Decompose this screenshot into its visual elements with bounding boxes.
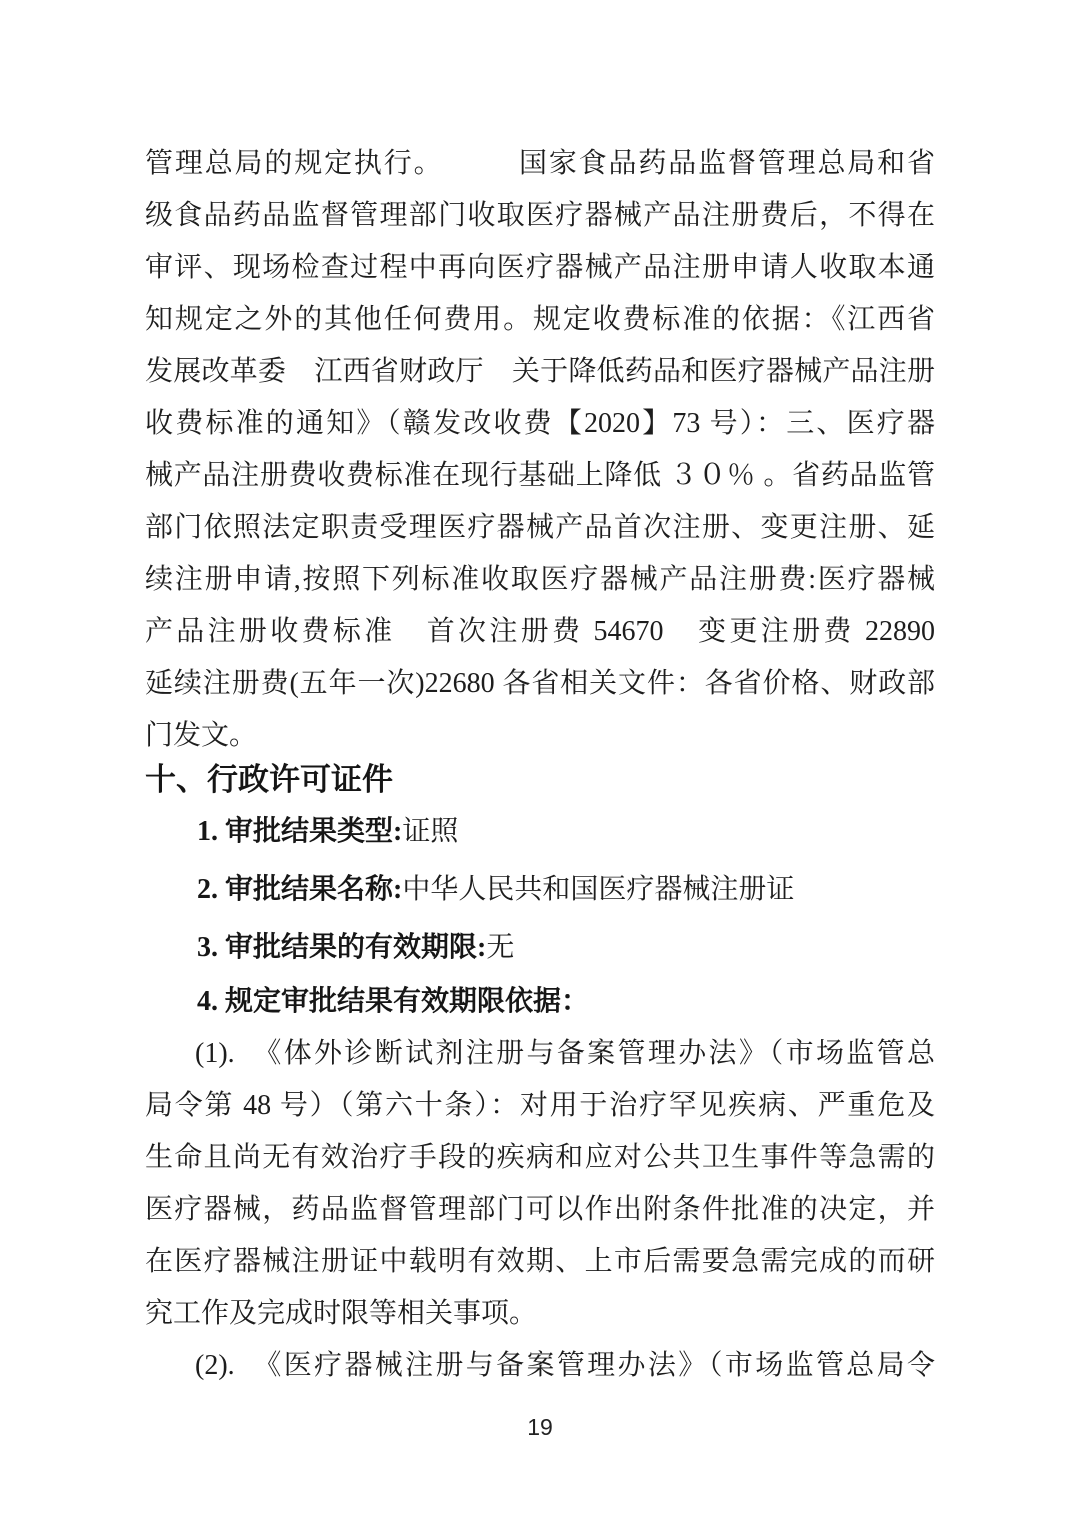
item-value: 无 xyxy=(486,932,515,963)
text-line: 级食品药品监督管理部门收取医疗器械产品注册费后，不得在 xyxy=(145,200,935,231)
paragraph-basis-2 xyxy=(145,1340,935,1392)
text-line: 医疗器械，药品监督管理部门可以作出附条件批准的决定，并 xyxy=(145,1194,935,1225)
text-line: 收费标准的通知》（赣发改收费【2020】73 号）：三、医疗器 xyxy=(145,408,935,439)
section-heading-wrap xyxy=(145,754,935,806)
paragraph-fee-regulation xyxy=(145,138,935,762)
text-line: 审评、现场检查过程中再向医疗器械产品注册申请人收取本通 xyxy=(145,252,935,283)
list-item-approval-result-type xyxy=(145,806,935,858)
list-item-approval-result-validity xyxy=(145,922,935,974)
item-label: 2. 审批结果名称: xyxy=(197,874,403,905)
item-label: 3. 审批结果的有效期限: xyxy=(197,932,487,963)
text-line: 续注册申请,按照下列标准收取医疗器械产品注册费:医疗器械 xyxy=(145,564,935,595)
text-line: 生命且尚无有效治疗手段的疾病和应对公共卫生事件等急需的 xyxy=(145,1142,935,1173)
text-line: 知规定之外的其他任何费用。规定收费标准的依据：《江西省 xyxy=(145,304,935,335)
text-line: 部门依照法定职责受理医疗器械产品首次注册、变更注册、延 xyxy=(145,512,935,543)
text-line: 发展改革委 江西省财政厅 关于降低药品和医疗器械产品注册 xyxy=(145,356,935,387)
text-line: (2). 《医疗器械注册与备案管理办法》（市场监管总局令 xyxy=(195,1350,935,1381)
item-value: 中华人民共和国医疗器械注册证 xyxy=(402,874,795,905)
list-item-validity-basis xyxy=(145,976,935,1028)
paragraph-basis-1 xyxy=(145,1028,935,1340)
section-heading: 十、行政许可证件 xyxy=(145,762,393,797)
text-line: 管理总局的规定执行。 国家食品药品监督管理总局和省 xyxy=(145,148,935,179)
text-line: 产品注册收费标准 首次注册费 54670 变更注册费 22890 xyxy=(145,616,935,647)
item-value: 证照 xyxy=(402,816,459,847)
text-line: 究工作及完成时限等相关事项。 xyxy=(145,1298,538,1329)
text-line: (1). 《体外诊断试剂注册与备案管理办法》（市场监管总 xyxy=(195,1038,935,1069)
text-line: 延续注册费(五年一次)22680 各省相关文件：各省价格、财政部 xyxy=(145,668,935,699)
item-label: 1. 审批结果类型: xyxy=(197,816,403,847)
text-line: 在医疗器械注册证中载明有效期、上市后需要急需完成的而研 xyxy=(145,1246,935,1277)
text-line: 门发文。 xyxy=(145,720,258,751)
text-line: 局令第 48 号）（第六十条）：对用于治疗罕见疾病、严重危及 xyxy=(145,1090,935,1121)
text-line: 械产品注册费收费标准在现行基础上降低 ３０％ 。省药品监管 xyxy=(145,460,935,491)
list-item-approval-result-name xyxy=(145,864,935,916)
page-number: 19 xyxy=(527,1414,553,1440)
item-label: 4. 规定审批结果有效期限依据： xyxy=(197,986,590,1017)
